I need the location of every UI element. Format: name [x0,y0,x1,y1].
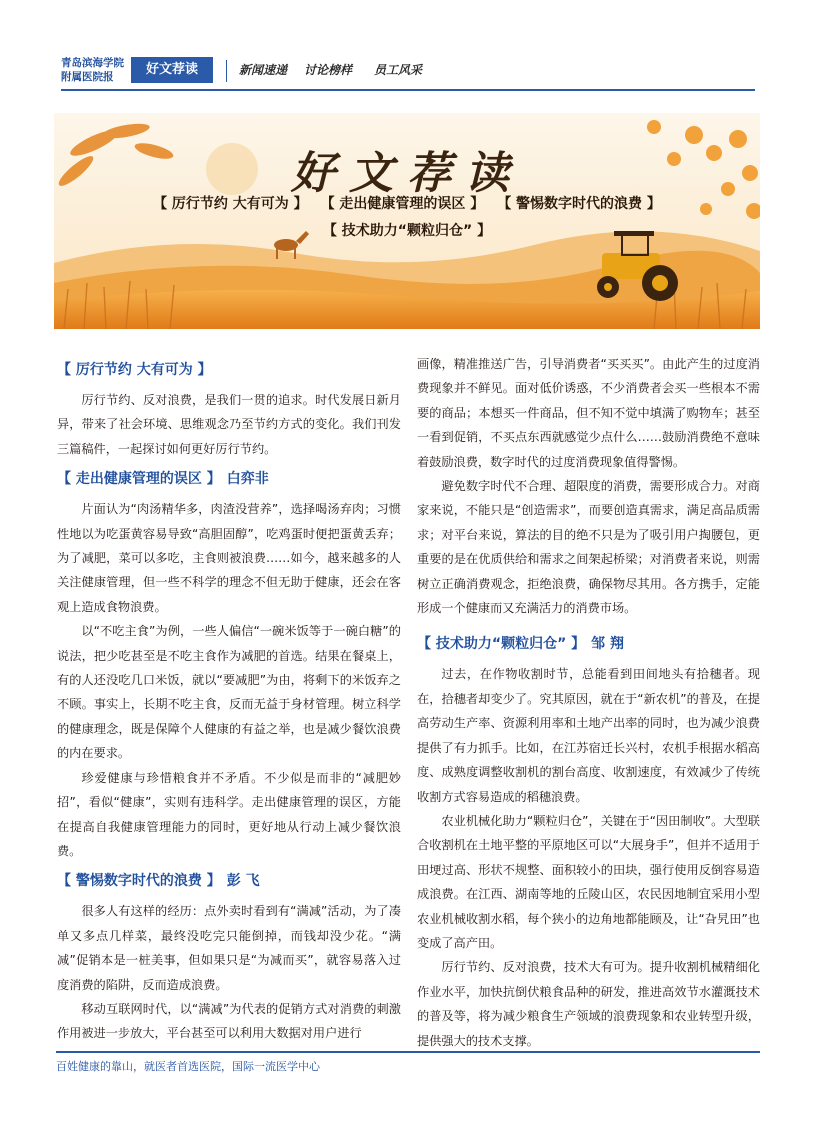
paragraph: 农业机械化助力“颗粒归仓”，关键在于“因田制收”。大型联合收割机在土地平整的平原地区可以“大展身手”，但并不适用于田埂过高、形状不规整、面积较小的田块，强行使用反倒容易造成浪费。在江西、湖南等地的丘陵山区，农民因地制宜采用小型农业机械收割水稻，每个狭小的边角地都能顾及，让“旮旯田”也变成了高产田。 [417,813,760,950]
paragraph: 避免数字时代不合理、超限度的消费，需要形成合力。对商家来说，不能只是“创造需求”，而要创造真需求，满足高品质需求；对平台来说，算法的目的绝不只是为了吸引用户掏腰包，更重要的是在优质供给和需求之间架起桥梁；对消费者来说，则需树立正确消费观念，拒绝浪费，确保物尽其用。各方携手，定能形成一个健康而又充满活力的消费市场。 [417,479,760,616]
left-column [57,352,401,1046]
section-author: 彭 飞 [226,873,260,890]
banner-title: 好文荐读 [291,148,523,199]
banner-topics-row1 [54,193,760,213]
paragraph: 厉行节约、反对浪费，是我们一贯的追求。时代发展日新月异，带来了社会环境、思维观念乃至节约方式的变化。我们刊发三篇稿件，一起探讨如何更好厉行节约。 [57,393,401,456]
paragraph: 珍爱健康与珍惜粮食并不矛盾。不少似是而非的“减肥妙招”，看似“健康”，实则有违科学。走出健康管理的误区，方能在提高自我健康管理能力的同时，更好地从行动上减少餐饮浪费。 [57,770,401,858]
section-title: 【 厉行节约 大有可为 】 [57,362,212,378]
paragraph: 很多人有这样的经历：点外卖时看到有“满减”活动，为了凑单又多点几样菜，最终没吃完只能倒掉，而钱却没少花。“满减”促销本是一桩美事，但如果只是“为减而买”，就容易落入过度消费的陷阱，反而造成浪费。 [57,904,401,992]
section-heading-health [57,467,401,491]
paragraph: 以“不吃主食”为例，一些人偏信“一碗米饭等于一碗白糖”的说法，把少吃甚至是不吃主食作为减肥的首选。结果在餐桌上，有的人还没吃几口米饭，就以“要减肥”为由，将剩下的米饭弃之不顾。事实上，长期不吃主食，反而无益于身材管理。树立科学的健康理念，既是保障个人健康的有益之举，也是减少餐饮浪费的内在要求。 [57,624,401,761]
right-column [417,352,760,1053]
org-name [61,56,124,84]
banner-topic-1[interactable]: 【 厉行节约 大有可为 】 [153,196,308,212]
nav-staff[interactable]: 员工风采 [374,63,423,77]
section-author: 邹 翔 [591,636,625,653]
section-title: 【 走出健康管理的误区 】 [57,471,221,488]
footer-rule [56,1051,760,1053]
header-rule [61,89,755,91]
section-heading-frugality [57,358,401,382]
banner-topic-2[interactable]: 【 走出健康管理的误区 】 [320,196,485,212]
banner-topics-row2 [54,220,760,240]
header-divider [226,60,227,82]
nav-role-models[interactable]: 讨论榜样 [304,63,353,77]
section-title: 【 警惕数字时代的浪费 】 [57,873,221,890]
org-name-line2: 附属医院报 [61,71,114,83]
banner-topic-3[interactable]: 【 警惕数字时代的浪费 】 [497,196,661,212]
paragraph: 片面认为“肉汤精华多，肉渣没营养”，选择喝汤弃肉；习惯性地以为吃蛋黄容易导致“高胆固醇”，吃鸡蛋时便把蛋黄丢弃；为了减肥，菜可以多吃，主食则被浪费……如今，越来越多的人关注健康管理，但一些不科学的理念不但无助于健康，还会在客观上造成食物浪费。 [57,502,401,614]
section-heading-technology [417,632,760,656]
org-name-line1: 青岛滨海学院 [61,57,124,69]
section-heading-digital [57,869,401,893]
paragraph-continued: 画像，精准推送广告，引导消费者“买买买”。由此产生的过度消费现象并不鲜见。面对低价诱惑，不少消费者会买一些根本不需要的商品；本想买一件商品，但不知不觉中填满了购物车；甚至一看到促销，不买点东西就感觉少点什么……鼓励消费绝不意味着鼓励浪费，数字时代的过度消费现象值得警惕。 [417,357,760,469]
section-title: 【 技术助力“颗粒归仓” 】 [417,636,586,653]
tab-recommended-articles[interactable]: 好文荐读 [131,57,213,83]
banner-topic-4[interactable]: 【 技术助力“颗粒归仓” 】 [322,223,492,239]
footer-slogan: 百姓健康的靠山，就医者首选医院，国际一流医学中心 [56,1060,320,1073]
paragraph: 过去，在作物收割时节，总能看到田间地头有拾穗者。现在，拾穗者却变少了。究其原因，就在于“新农机”的普及，在提高劳动生产率、资源利用率和土地产出率的同时，也为减少浪费提供了有力抓手。比如，在江苏宿迁长兴村，农机手根据水稻高度、成熟度调整收割机的割台高度、收割速度，有效减少了传统收割方式容易造成的稻穗浪费。 [417,667,760,804]
paragraph: 移动互联网时代，以“满减”为代表的促销方式对消费的刺激作用被进一步放大，平台甚至可以利用大数据对用户进行 [57,1001,401,1041]
nav-news[interactable]: 新闻速递 [239,63,288,77]
section-author: 白弈非 [226,471,269,488]
banner [54,113,760,329]
paragraph: 厉行节约、反对浪费，技术大有可为。提升收割机械精细化作业水平，加快抗倒伏粮食品种的研发，推进高效节水灌溉技术的普及等，将为减少粮食生产领域的浪费现象和农业转型升级，提供强大的技术支撑。 [417,960,760,1048]
